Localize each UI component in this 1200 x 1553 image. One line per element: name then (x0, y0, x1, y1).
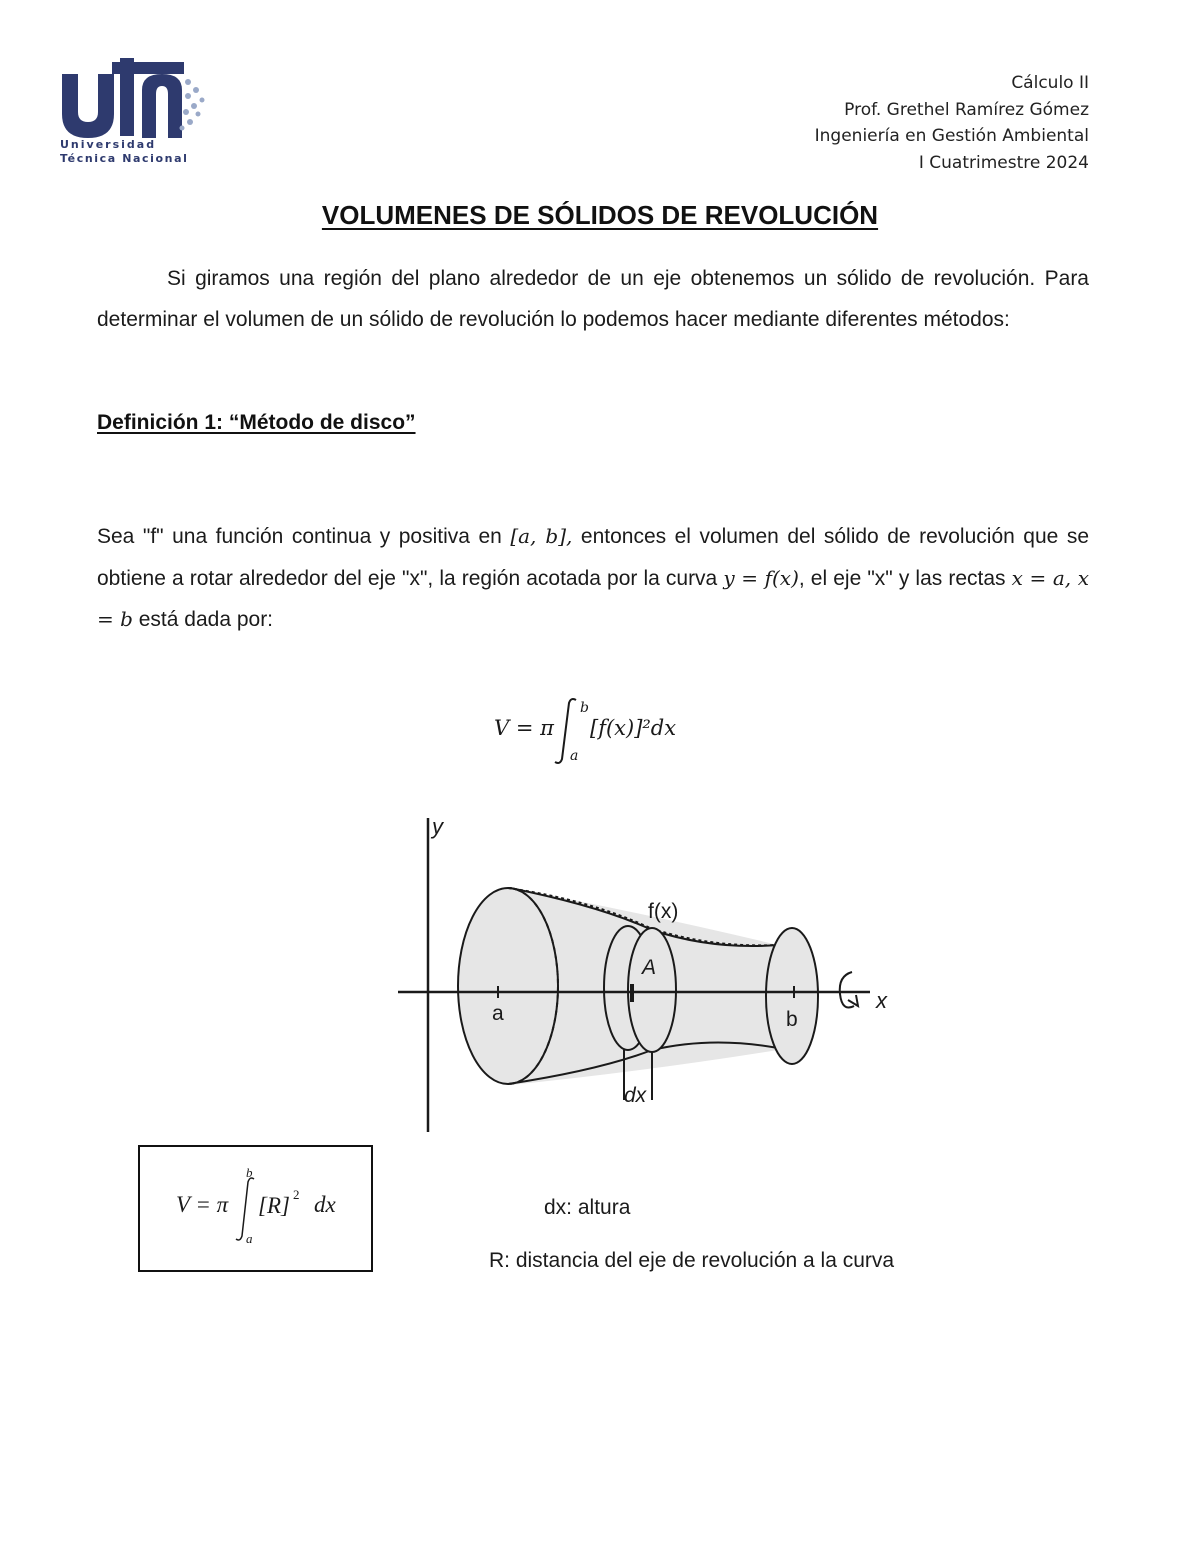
definition-text-4: está dada por: (132, 608, 274, 631)
professor-name: Prof. Grethel Ramírez Gómez (844, 99, 1089, 120)
box-formula-bracket: [R] (258, 1193, 290, 1218)
dx-label: dx (624, 1084, 647, 1107)
formula-lower-limit: a (570, 748, 579, 764)
program-name: Ingeniería en Gestión Ambiental (814, 126, 1089, 146)
formula-lhs: V = π (494, 716, 554, 740)
fx-label: f(x) (648, 900, 679, 923)
definition-text-3: , el eje "x" y las rectas (798, 566, 1012, 590)
term-label: I Cuatrimestre 2024 (918, 152, 1089, 173)
page-title: VOLUMENES DE SÓLIDOS DE REVOLUCIÓN (321, 200, 879, 230)
logo-line1: Universidad (60, 138, 157, 151)
definition-text-2: entonces el volumen del sólido de revolución que se obtiene a rotar alrededor del eje "x", la región acotada por la curva (97, 525, 1090, 590)
formula-upper-limit: b (580, 700, 589, 716)
legend-r: R: distancia del eje de revolución a la curva (489, 1249, 895, 1272)
area-label: A (642, 956, 657, 979)
course-name: Cálculo II (1011, 73, 1089, 93)
definition-paragraph (97, 516, 1089, 641)
radius-formula-box (138, 1145, 373, 1272)
y-axis-label: y (432, 814, 443, 839)
x-axis-label: x (876, 988, 887, 1013)
a-label: a (492, 1002, 504, 1025)
formula-integrand: [f(x)]²dx (590, 716, 677, 740)
box-formula-lhs: V = π (176, 1192, 229, 1217)
legend-dx: dx: altura (544, 1196, 631, 1219)
logo-line2: Técnica Nacional (60, 152, 189, 165)
solid-of-revolution-diagram (390, 810, 910, 1140)
box-formula-lower: a (246, 1231, 253, 1246)
right-end-disk (766, 928, 818, 1064)
intro-paragraph: Si giramos una región del plano alrededor de un eje obtenemos un sólido de revolución. Para determinar el volumen de un sólido de revolución lo podemos hacer mediante diferentes métodos: (97, 267, 1089, 331)
interval-math: [a, b], (510, 524, 573, 548)
disk-method-formula (490, 690, 730, 770)
box-formula-exponent: 2 (293, 1187, 300, 1202)
definition-text-1: Sea "f" una función continua y positiva en (97, 525, 511, 548)
document-header (815, 70, 1089, 176)
box-formula-dx: dx (314, 1192, 336, 1217)
definition-heading: Definición 1: “Método de disco” (97, 411, 416, 434)
radius-formula (140, 1147, 371, 1270)
slice-disk-front (628, 928, 676, 1052)
box-formula-upper: b (246, 1165, 253, 1180)
utn-logo (58, 52, 218, 170)
b-label: b (786, 1008, 798, 1031)
lines-math: x = a, x = b (97, 565, 1090, 631)
curve-math: y = f(x) (723, 565, 799, 590)
